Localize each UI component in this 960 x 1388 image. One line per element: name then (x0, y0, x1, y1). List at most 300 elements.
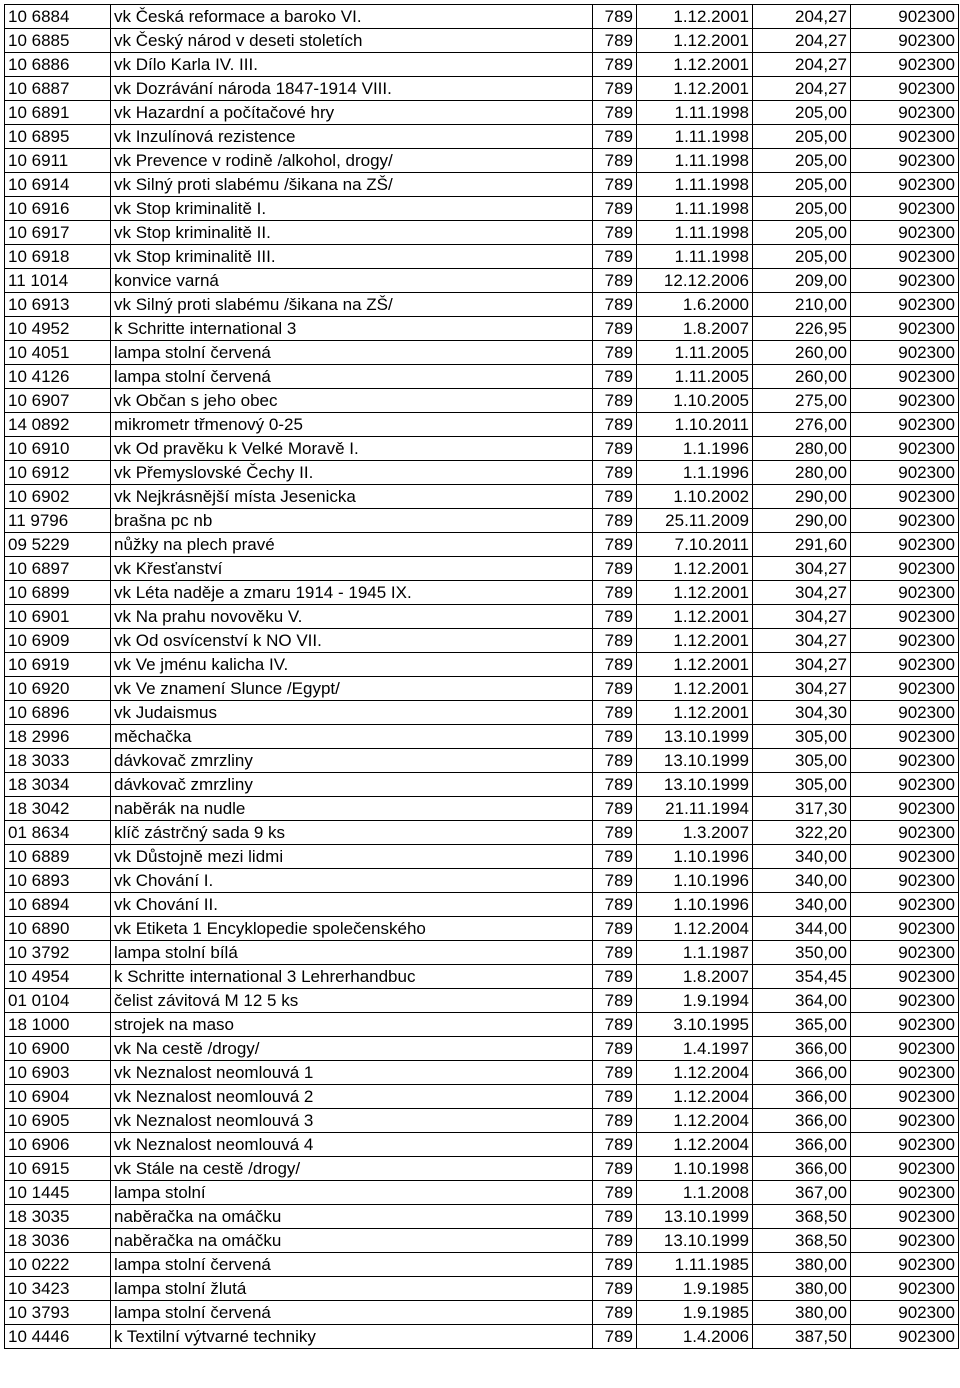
group-number-cell: 789 (593, 1253, 637, 1277)
account-cell: 902300 (851, 293, 959, 317)
table-row (5, 1253, 959, 1277)
account-cell: 902300 (851, 437, 959, 461)
group-number-cell: 789 (593, 341, 637, 365)
group-number-cell: 789 (593, 77, 637, 101)
item-code-cell: 01 0104 (5, 989, 111, 1013)
item-code-cell: 18 3042 (5, 797, 111, 821)
table-row (5, 965, 959, 989)
price-cell: 367,00 (753, 1181, 851, 1205)
date-cell: 13.10.1999 (637, 725, 753, 749)
date-cell: 1.11.1998 (637, 125, 753, 149)
group-number-cell: 789 (593, 1037, 637, 1061)
item-code-cell: 10 4954 (5, 965, 111, 989)
item-name-cell: vk Český národ v deseti stoletích (111, 29, 593, 53)
price-cell: 364,00 (753, 989, 851, 1013)
account-cell: 902300 (851, 653, 959, 677)
account-cell: 902300 (851, 701, 959, 725)
account-cell: 902300 (851, 1253, 959, 1277)
account-cell: 902300 (851, 1181, 959, 1205)
date-cell: 1.12.2001 (637, 653, 753, 677)
price-cell: 260,00 (753, 365, 851, 389)
item-name-cell: mikrometr třmenový 0-25 (111, 413, 593, 437)
item-code-cell: 10 6912 (5, 461, 111, 485)
item-code-cell: 10 6916 (5, 197, 111, 221)
account-cell: 902300 (851, 77, 959, 101)
price-cell: 209,00 (753, 269, 851, 293)
table-row (5, 269, 959, 293)
item-name-cell: vk Dozrávání národa 1847-1914 VIII. (111, 77, 593, 101)
account-cell: 902300 (851, 677, 959, 701)
date-cell: 1.12.2001 (637, 701, 753, 725)
group-number-cell: 789 (593, 941, 637, 965)
item-name-cell: vk Od pravěku k Velké Moravě I. (111, 437, 593, 461)
date-cell: 1.10.2002 (637, 485, 753, 509)
table-row (5, 749, 959, 773)
account-cell: 902300 (851, 821, 959, 845)
group-number-cell: 789 (593, 197, 637, 221)
price-cell: 317,30 (753, 797, 851, 821)
item-name-cell: lampa stolní žlutá (111, 1277, 593, 1301)
item-code-cell: 10 6919 (5, 653, 111, 677)
price-cell: 350,00 (753, 941, 851, 965)
date-cell: 13.10.1999 (637, 1229, 753, 1253)
table-row (5, 413, 959, 437)
date-cell: 1.9.1994 (637, 989, 753, 1013)
group-number-cell: 789 (593, 701, 637, 725)
item-name-cell: vk Léta naděje a zmaru 1914 - 1945 IX. (111, 581, 593, 605)
item-code-cell: 10 6920 (5, 677, 111, 701)
group-number-cell: 789 (593, 605, 637, 629)
item-name-cell: vk Od osvícenství k NO VII. (111, 629, 593, 653)
date-cell: 1.10.1996 (637, 893, 753, 917)
account-cell: 902300 (851, 173, 959, 197)
price-cell: 380,00 (753, 1253, 851, 1277)
date-cell: 1.1.2008 (637, 1181, 753, 1205)
price-cell: 275,00 (753, 389, 851, 413)
group-number-cell: 789 (593, 485, 637, 509)
table-row (5, 197, 959, 221)
table-row (5, 557, 959, 581)
item-code-cell: 10 4051 (5, 341, 111, 365)
item-name-cell: vk Stop kriminalitě III. (111, 245, 593, 269)
date-cell: 7.10.2011 (637, 533, 753, 557)
table-row (5, 389, 959, 413)
item-code-cell: 10 4952 (5, 317, 111, 341)
group-number-cell: 789 (593, 1061, 637, 1085)
account-cell: 902300 (851, 581, 959, 605)
table-row (5, 29, 959, 53)
date-cell: 1.1.1996 (637, 437, 753, 461)
item-name-cell: vk Hazardní a počítačové hry (111, 101, 593, 125)
account-cell: 902300 (851, 269, 959, 293)
price-cell: 304,27 (753, 557, 851, 581)
group-number-cell: 789 (593, 101, 637, 125)
item-code-cell: 09 5229 (5, 533, 111, 557)
item-name-cell: brašna pc nb (111, 509, 593, 533)
item-name-cell: vk Inzulínová rezistence (111, 125, 593, 149)
item-name-cell: vk Křesťanství (111, 557, 593, 581)
group-number-cell: 789 (593, 845, 637, 869)
date-cell: 1.12.2001 (637, 5, 753, 29)
group-number-cell: 789 (593, 293, 637, 317)
date-cell: 1.10.1998 (637, 1157, 753, 1181)
item-code-cell: 10 6904 (5, 1085, 111, 1109)
account-cell: 902300 (851, 197, 959, 221)
group-number-cell: 789 (593, 1301, 637, 1325)
account-cell: 902300 (851, 965, 959, 989)
table-row (5, 509, 959, 533)
account-cell: 902300 (851, 29, 959, 53)
group-number-cell: 789 (593, 413, 637, 437)
account-cell: 902300 (851, 101, 959, 125)
price-cell: 322,20 (753, 821, 851, 845)
group-number-cell: 789 (593, 893, 637, 917)
inventory-table-body (5, 5, 959, 1349)
price-cell: 276,00 (753, 413, 851, 437)
table-row (5, 917, 959, 941)
table-row (5, 1277, 959, 1301)
group-number-cell: 789 (593, 29, 637, 53)
price-cell: 380,00 (753, 1301, 851, 1325)
item-code-cell: 10 6918 (5, 245, 111, 269)
account-cell: 902300 (851, 605, 959, 629)
date-cell: 1.11.1998 (637, 245, 753, 269)
table-row (5, 341, 959, 365)
group-number-cell: 789 (593, 245, 637, 269)
price-cell: 387,50 (753, 1325, 851, 1349)
item-code-cell: 10 6889 (5, 845, 111, 869)
price-cell: 226,95 (753, 317, 851, 341)
account-cell: 902300 (851, 749, 959, 773)
item-code-cell: 10 3792 (5, 941, 111, 965)
item-code-cell: 10 1445 (5, 1181, 111, 1205)
price-cell: 340,00 (753, 893, 851, 917)
price-cell: 340,00 (753, 845, 851, 869)
price-cell: 291,60 (753, 533, 851, 557)
date-cell: 12.12.2006 (637, 269, 753, 293)
table-row (5, 149, 959, 173)
date-cell: 1.12.2001 (637, 557, 753, 581)
date-cell: 1.12.2004 (637, 1085, 753, 1109)
date-cell: 13.10.1999 (637, 749, 753, 773)
account-cell: 902300 (851, 509, 959, 533)
item-code-cell: 10 6896 (5, 701, 111, 725)
account-cell: 902300 (851, 53, 959, 77)
item-name-cell: vk Stop kriminalitě I. (111, 197, 593, 221)
table-row (5, 725, 959, 749)
date-cell: 1.3.2007 (637, 821, 753, 845)
table-row (5, 365, 959, 389)
table-row (5, 485, 959, 509)
table-row (5, 773, 959, 797)
date-cell: 1.12.2001 (637, 581, 753, 605)
item-name-cell: konvice varná (111, 269, 593, 293)
item-code-cell: 10 6890 (5, 917, 111, 941)
account-cell: 902300 (851, 125, 959, 149)
account-cell: 902300 (851, 1133, 959, 1157)
item-name-cell: nůžky na plech pravé (111, 533, 593, 557)
date-cell: 13.10.1999 (637, 773, 753, 797)
date-cell: 25.11.2009 (637, 509, 753, 533)
item-code-cell: 10 6901 (5, 605, 111, 629)
date-cell: 1.10.2005 (637, 389, 753, 413)
price-cell: 205,00 (753, 125, 851, 149)
item-code-cell: 10 6900 (5, 1037, 111, 1061)
group-number-cell: 789 (593, 1013, 637, 1037)
price-cell: 368,50 (753, 1205, 851, 1229)
item-name-cell: vk Silný proti slabému /šikana na ZŠ/ (111, 293, 593, 317)
item-code-cell: 10 6899 (5, 581, 111, 605)
date-cell: 1.12.2001 (637, 29, 753, 53)
inventory-table (4, 4, 959, 1349)
price-cell: 204,27 (753, 29, 851, 53)
group-number-cell: 789 (593, 149, 637, 173)
item-code-cell: 14 0892 (5, 413, 111, 437)
table-row (5, 293, 959, 317)
account-cell: 902300 (851, 149, 959, 173)
price-cell: 210,00 (753, 293, 851, 317)
date-cell: 1.12.2001 (637, 677, 753, 701)
group-number-cell: 789 (593, 557, 637, 581)
item-code-cell: 10 6891 (5, 101, 111, 125)
group-number-cell: 789 (593, 869, 637, 893)
price-cell: 304,27 (753, 677, 851, 701)
table-row (5, 1325, 959, 1349)
item-code-cell: 10 6910 (5, 437, 111, 461)
group-number-cell: 789 (593, 1085, 637, 1109)
group-number-cell: 789 (593, 173, 637, 197)
table-row (5, 1085, 959, 1109)
item-code-cell: 10 6893 (5, 869, 111, 893)
price-cell: 260,00 (753, 341, 851, 365)
date-cell: 1.11.1998 (637, 149, 753, 173)
account-cell: 902300 (851, 557, 959, 581)
price-cell: 205,00 (753, 149, 851, 173)
item-code-cell: 18 3035 (5, 1205, 111, 1229)
item-code-cell: 10 4126 (5, 365, 111, 389)
table-row (5, 1133, 959, 1157)
item-code-cell: 18 3036 (5, 1229, 111, 1253)
price-cell: 305,00 (753, 725, 851, 749)
table-row (5, 1109, 959, 1133)
table-row (5, 1157, 959, 1181)
account-cell: 902300 (851, 941, 959, 965)
item-name-cell: vk Na cestě /drogy/ (111, 1037, 593, 1061)
date-cell: 1.10.1996 (637, 845, 753, 869)
item-name-cell: vk Neznalost neomlouvá 4 (111, 1133, 593, 1157)
item-name-cell: lampa stolní červená (111, 1301, 593, 1325)
group-number-cell: 789 (593, 5, 637, 29)
item-code-cell: 10 6905 (5, 1109, 111, 1133)
account-cell: 902300 (851, 1325, 959, 1349)
item-name-cell: naběračka na omáčku (111, 1205, 593, 1229)
date-cell: 1.8.2007 (637, 317, 753, 341)
item-name-cell: naběračka na omáčku (111, 1229, 593, 1253)
item-name-cell: vk Přemyslovské Čechy II. (111, 461, 593, 485)
item-name-cell: lampa stolní (111, 1181, 593, 1205)
item-name-cell: vk Neznalost neomlouvá 1 (111, 1061, 593, 1085)
date-cell: 1.11.1985 (637, 1253, 753, 1277)
group-number-cell: 789 (593, 653, 637, 677)
account-cell: 902300 (851, 317, 959, 341)
date-cell: 1.1.1996 (637, 461, 753, 485)
group-number-cell: 789 (593, 221, 637, 245)
item-code-cell: 10 6909 (5, 629, 111, 653)
date-cell: 1.12.2001 (637, 53, 753, 77)
table-row (5, 653, 959, 677)
table-row (5, 1229, 959, 1253)
item-code-cell: 10 6913 (5, 293, 111, 317)
item-name-cell: lampa stolní bílá (111, 941, 593, 965)
price-cell: 304,27 (753, 629, 851, 653)
account-cell: 902300 (851, 989, 959, 1013)
table-row (5, 461, 959, 485)
item-name-cell: vk Chování I. (111, 869, 593, 893)
price-cell: 366,00 (753, 1133, 851, 1157)
table-row (5, 989, 959, 1013)
group-number-cell: 789 (593, 1109, 637, 1133)
group-number-cell: 789 (593, 269, 637, 293)
item-name-cell: čelist závitová M 12 5 ks (111, 989, 593, 1013)
account-cell: 902300 (851, 773, 959, 797)
price-cell: 340,00 (753, 869, 851, 893)
item-name-cell: vk Prevence v rodině /alkohol, drogy/ (111, 149, 593, 173)
date-cell: 21.11.1994 (637, 797, 753, 821)
table-row (5, 845, 959, 869)
date-cell: 1.8.2007 (637, 965, 753, 989)
date-cell: 1.12.2004 (637, 1133, 753, 1157)
item-name-cell: vk Chování II. (111, 893, 593, 917)
price-cell: 368,50 (753, 1229, 851, 1253)
price-cell: 204,27 (753, 53, 851, 77)
account-cell: 902300 (851, 245, 959, 269)
item-name-cell: k Textilní výtvarné techniky (111, 1325, 593, 1349)
item-name-cell: vk Důstojně mezi lidmi (111, 845, 593, 869)
item-name-cell: vk Na prahu novověku V. (111, 605, 593, 629)
date-cell: 1.12.2004 (637, 917, 753, 941)
table-row (5, 893, 959, 917)
account-cell: 902300 (851, 389, 959, 413)
item-name-cell: lampa stolní červená (111, 1253, 593, 1277)
price-cell: 205,00 (753, 221, 851, 245)
date-cell: 1.1.1987 (637, 941, 753, 965)
price-cell: 280,00 (753, 461, 851, 485)
item-code-cell: 10 6903 (5, 1061, 111, 1085)
group-number-cell: 789 (593, 461, 637, 485)
price-cell: 305,00 (753, 773, 851, 797)
item-name-cell: vk Nejkrásnější místa Jesenicka (111, 485, 593, 509)
item-code-cell: 10 6911 (5, 149, 111, 173)
table-row (5, 533, 959, 557)
price-cell: 304,27 (753, 653, 851, 677)
price-cell: 204,27 (753, 5, 851, 29)
group-number-cell: 789 (593, 965, 637, 989)
account-cell: 902300 (851, 5, 959, 29)
item-code-cell: 10 3793 (5, 1301, 111, 1325)
item-name-cell: vk Silný proti slabému /šikana na ZŠ/ (111, 173, 593, 197)
item-code-cell: 10 6914 (5, 173, 111, 197)
group-number-cell: 789 (593, 725, 637, 749)
account-cell: 902300 (851, 1277, 959, 1301)
group-number-cell: 789 (593, 53, 637, 77)
price-cell: 280,00 (753, 437, 851, 461)
table-row (5, 245, 959, 269)
table-row (5, 173, 959, 197)
group-number-cell: 789 (593, 797, 637, 821)
table-row (5, 701, 959, 725)
date-cell: 1.11.2005 (637, 365, 753, 389)
date-cell: 1.4.1997 (637, 1037, 753, 1061)
account-cell: 902300 (851, 221, 959, 245)
item-code-cell: 10 0222 (5, 1253, 111, 1277)
date-cell: 1.11.1998 (637, 173, 753, 197)
price-cell: 305,00 (753, 749, 851, 773)
group-number-cell: 789 (593, 1181, 637, 1205)
table-row (5, 797, 959, 821)
table-row (5, 1301, 959, 1325)
account-cell: 902300 (851, 461, 959, 485)
date-cell: 1.12.2001 (637, 605, 753, 629)
group-number-cell: 789 (593, 629, 637, 653)
table-row (5, 605, 959, 629)
date-cell: 1.11.2005 (637, 341, 753, 365)
table-row (5, 317, 959, 341)
price-cell: 344,00 (753, 917, 851, 941)
item-code-cell: 10 6915 (5, 1157, 111, 1181)
group-number-cell: 789 (593, 917, 637, 941)
group-number-cell: 789 (593, 1325, 637, 1349)
table-row (5, 581, 959, 605)
item-name-cell: vk Neznalost neomlouvá 3 (111, 1109, 593, 1133)
item-name-cell: vk Neznalost neomlouvá 2 (111, 1085, 593, 1109)
price-cell: 304,30 (753, 701, 851, 725)
item-name-cell: vk Česká reformace a baroko VI. (111, 5, 593, 29)
item-name-cell: naběrák na nudle (111, 797, 593, 821)
price-cell: 366,00 (753, 1037, 851, 1061)
group-number-cell: 789 (593, 389, 637, 413)
table-row (5, 1013, 959, 1037)
group-number-cell: 789 (593, 749, 637, 773)
date-cell: 1.10.2011 (637, 413, 753, 437)
date-cell: 1.12.2004 (637, 1109, 753, 1133)
table-row (5, 941, 959, 965)
item-code-cell: 10 6885 (5, 29, 111, 53)
item-name-cell: vk Občan s jeho obec (111, 389, 593, 413)
item-code-cell: 10 6887 (5, 77, 111, 101)
price-cell: 354,45 (753, 965, 851, 989)
price-cell: 290,00 (753, 485, 851, 509)
group-number-cell: 789 (593, 1133, 637, 1157)
account-cell: 902300 (851, 365, 959, 389)
table-row (5, 437, 959, 461)
table-row (5, 53, 959, 77)
account-cell: 902300 (851, 341, 959, 365)
table-row (5, 869, 959, 893)
group-number-cell: 789 (593, 317, 637, 341)
date-cell: 13.10.1999 (637, 1205, 753, 1229)
account-cell: 902300 (851, 893, 959, 917)
group-number-cell: 789 (593, 1277, 637, 1301)
account-cell: 902300 (851, 485, 959, 509)
item-name-cell: strojek na maso (111, 1013, 593, 1037)
price-cell: 365,00 (753, 1013, 851, 1037)
item-name-cell: vk Stop kriminalitě II. (111, 221, 593, 245)
item-code-cell: 10 6894 (5, 893, 111, 917)
item-name-cell: klíč zástrčný sada 9 ks (111, 821, 593, 845)
group-number-cell: 789 (593, 773, 637, 797)
account-cell: 902300 (851, 1085, 959, 1109)
date-cell: 1.11.1998 (637, 197, 753, 221)
